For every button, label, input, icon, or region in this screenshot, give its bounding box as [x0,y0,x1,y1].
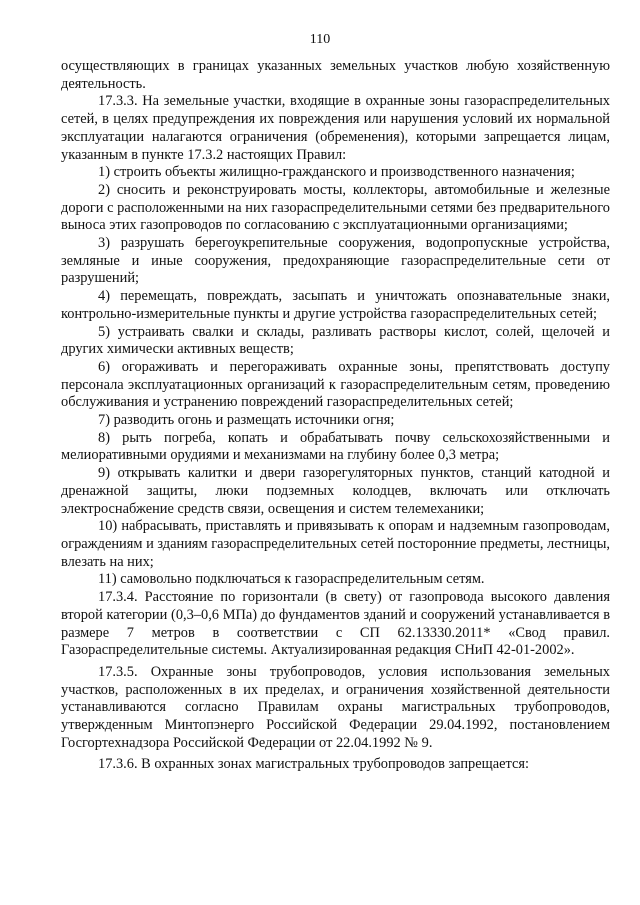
list-item: 7) разводить огонь и размещать источники огня; [98,412,395,429]
list-item: 6) огораживать и перегораживать охранные зоны, препятствовать доступу персонала эксплуатационных организаций к газораспределительным сетям, проведению обслуживания и устранению повреждений газораспределительных сетей; [61,358,610,411]
paragraph: 17.3.3. На земельные участки, входящие в охранные зоны газораспределительных сетей, в целях предупреждения их повреждения или нарушения условий их нормальной эксплуатации налагаются ограничения (обременения), которыми запрещается лицам, указанным в пункте 17.3.2 настоящих Правил: [61,93,610,163]
list-item: 10) набрасывать, приставлять и привязывать к опорам и надземным газопроводам, ограждениям и зданиям газораспределительных сетей посторонние предметы, лестницы, влезать на них; [61,518,610,570]
list-item: 8) рыть погреба, копать и обрабатывать почву сельскохозяйственными и мелиоративными орудиями и механизмами на глубину более 0,3 метра; [61,429,610,464]
paragraph: 17.3.5. Охранные зоны трубопроводов, условия использования земельных участков, расположенных в их пределах, и ограничения хозяйственной деятельности устанавливаются согласно Правилам охраны магистральных трубопроводов, утвержденным Минтопэнерго Российской Федерации 29.04.1992, постановлением Госгортехнадзора Российской Федерации от 22.04.1992 № 9. [61,663,610,751]
list-item: 9) открывать калитки и двери газорегуляторных пунктов, станций катодной и дренажной защиты, люки подземных колодцев, включать или отключать электроснабжение средств связи, освещения и систем телемеханики; [61,465,610,517]
list-item: 11) самовольно подключаться к газораспределительным сетям. [98,571,485,588]
page-number: 110 [309,32,331,47]
list-item: 2) сносить и реконструировать мосты, коллекторы, автомобильные и железные дороги с расположенными на них газораспределительными сетями без предварительного выноса этих газопроводов по согласованию с эксплуатационными организациями; [61,181,610,234]
paragraph: 17.3.6. В охранных зонах магистральных трубопроводов запрещается: [98,756,529,773]
list-item: 3) разрушать берегоукрепительные сооружения, водопропускные устройства, земляные и иные сооружения, предохраняющие газораспределительные сети от разрушений; [61,235,610,287]
paragraph: осуществляющих в границах указанных земельных участков любую хозяйственную деятельность. [61,58,610,92]
list-item: 1) строить объекты жилищно-гражданского и производственного назначения; [98,164,575,181]
list-item: 4) перемещать, повреждать, засыпать и уничтожать опознавательные знаки, контрольно-измерительные пункты и другие устройства газораспределительных сетей; [61,288,610,322]
paragraph: 17.3.4. Расстояние по горизонтали (в свету) от газопровода высокого давления второй категории (0,3–0,6 МПа) до фундаментов зданий и сооружений устанавливается в размере 7 метров в соответствии с СП 62.13330.2011* «Свод правил. Газораспределительные системы. Актуализированная редакция СНиП 42-01-2002». [61,589,610,659]
list-item: 5) устраивать свалки и склады, разливать растворы кислот, солей, щелочей и других химически активных веществ; [61,323,610,358]
body-text [61,58,610,774]
